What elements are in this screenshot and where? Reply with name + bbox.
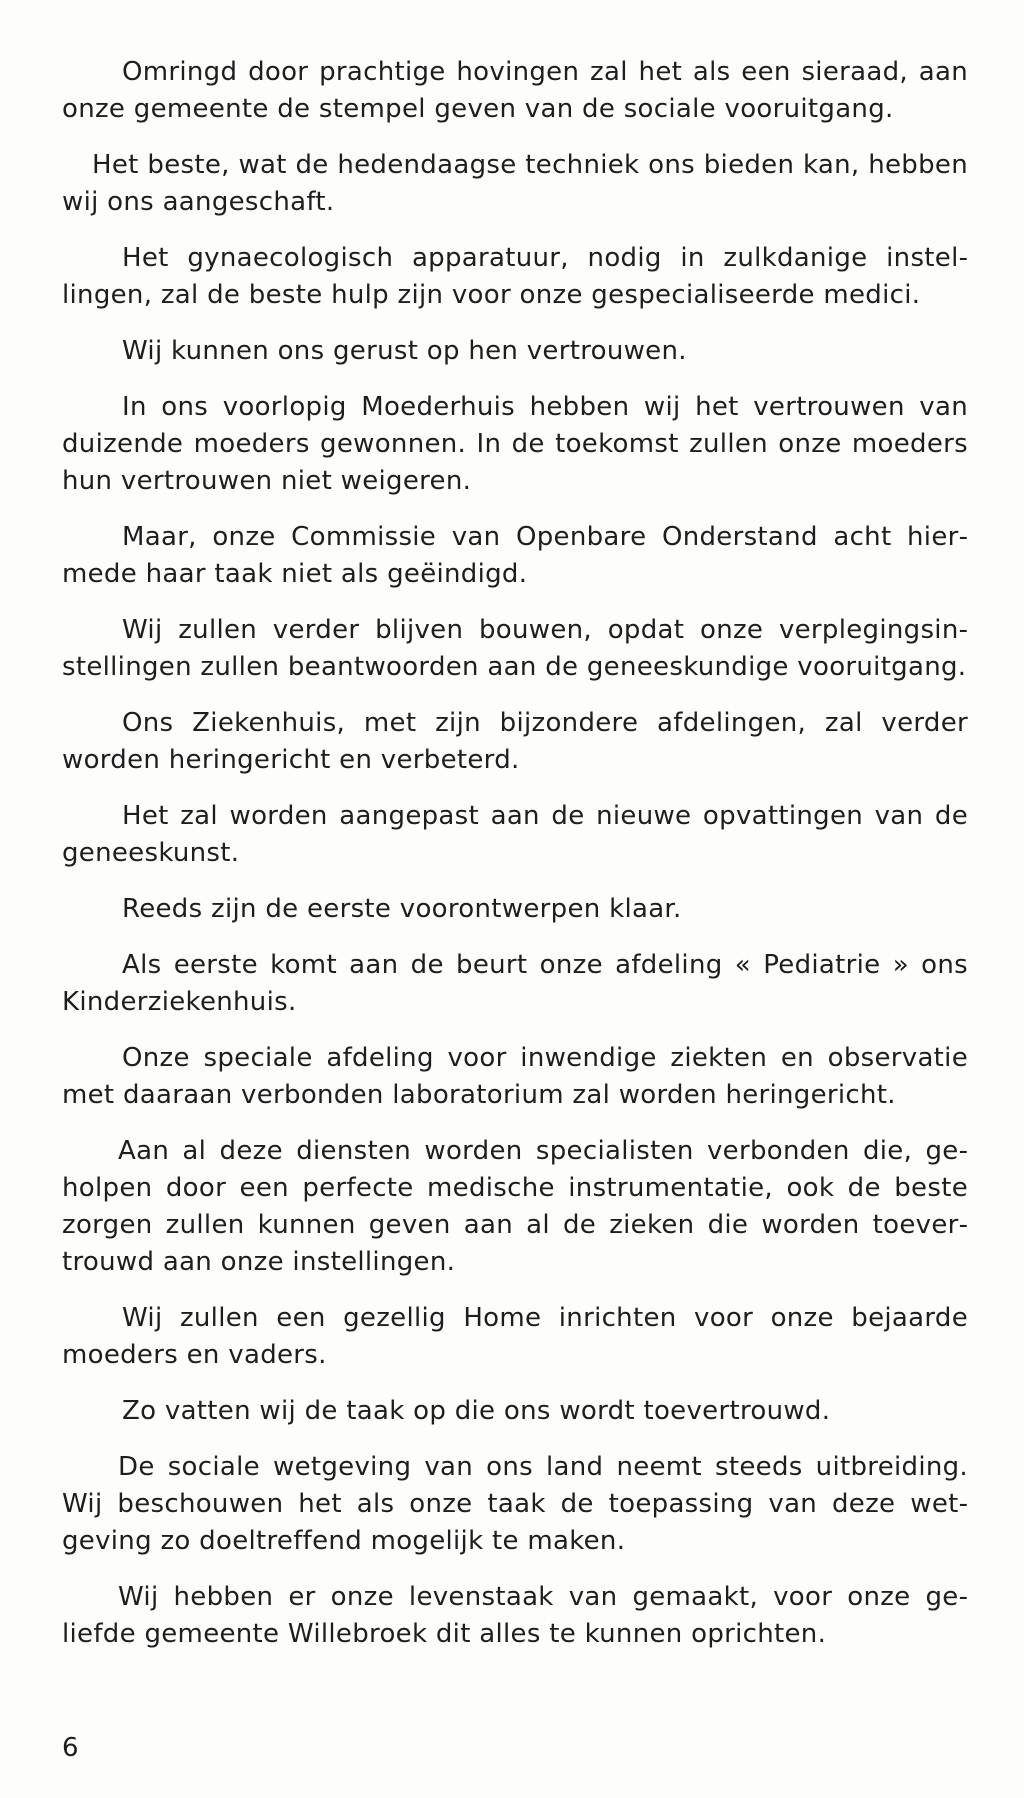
paragraph-4: Wij kunnen ons gerust op hen vertrouwen. xyxy=(122,336,687,366)
paragraph-17: Wij hebben er onze levenstaak van gemaakt, voor onze geliefde gemeente Willebroek dit alles te kunnen oprichten. xyxy=(62,1582,968,1649)
paragraph-9: Het zal worden aangepast aan de nieuwe opvattingen van de geneeskunst. xyxy=(62,801,968,868)
paragraph-11: Als eerste komt aan de beurt onze afdeling « Pediatrie » ons Kinderziekenhuis. xyxy=(62,950,968,1017)
paragraph-13: Aan al deze diensten worden specialisten verbonden die, geholpen door een perfecte medische instrumentatie, ook de beste zorgen zullen kunnen geven aan al de zieken die worden toevertrouwd aan onze instellingen. xyxy=(62,1136,968,1277)
paragraph-8: Ons Ziekenhuis, met zijn bijzondere afdelingen, zal verder worden heringericht en verbeterd. xyxy=(62,708,968,775)
paragraph-1: Omringd door prachtige hovingen zal het als een sieraad, aan onze gemeente de stempel geven van de sociale vooruitgang. xyxy=(62,57,968,124)
paragraph-3: Het gynaecologisch apparatuur, nodig in zulkdanige instellingen, zal de beste hulp zijn voor onze gespecialiseerde medici. xyxy=(62,243,968,310)
paragraph-7: Wij zullen verder blijven bouwen, opdat onze verplegingsinstellingen zullen beantwoorden aan de geneeskundige vooruitgang. xyxy=(62,615,968,682)
paragraph-6: Maar, onze Commissie van Openbare Onderstand acht hiermede haar taak niet als geëindigd. xyxy=(62,522,968,589)
body-text xyxy=(62,54,968,1672)
paragraph-16: De sociale wetgeving van ons land neemt steeds uitbreiding. Wij beschouwen het als onze taak de toepassing van deze wetgeving zo doeltreffend mogelijk te maken. xyxy=(62,1452,968,1556)
paragraph-5: In ons voorlopig Moederhuis hebben wij het vertrouwen van duizende moeders gewonnen. In de toekomst zullen onze moeders hun vertrouwen niet weigeren. xyxy=(62,392,968,496)
page-number: 6 xyxy=(62,1733,79,1763)
paragraph-10: Reeds zijn de eerste voorontwerpen klaar. xyxy=(122,894,682,924)
paragraph-15: Zo vatten wij de taak op die ons wordt toevertrouwd. xyxy=(122,1396,831,1426)
paragraph-12: Onze speciale afdeling voor inwendige ziekten en observatie met daaraan verbonden laboratorium zal worden heringericht. xyxy=(62,1043,968,1110)
paragraph-14: Wij zullen een gezellig Home inrichten voor onze bejaarde moeders en vaders. xyxy=(62,1303,968,1370)
paragraph-2: Het beste, wat de hedendaagse techniek ons bieden kan, hebben wij ons aangeschaft. xyxy=(62,150,968,217)
